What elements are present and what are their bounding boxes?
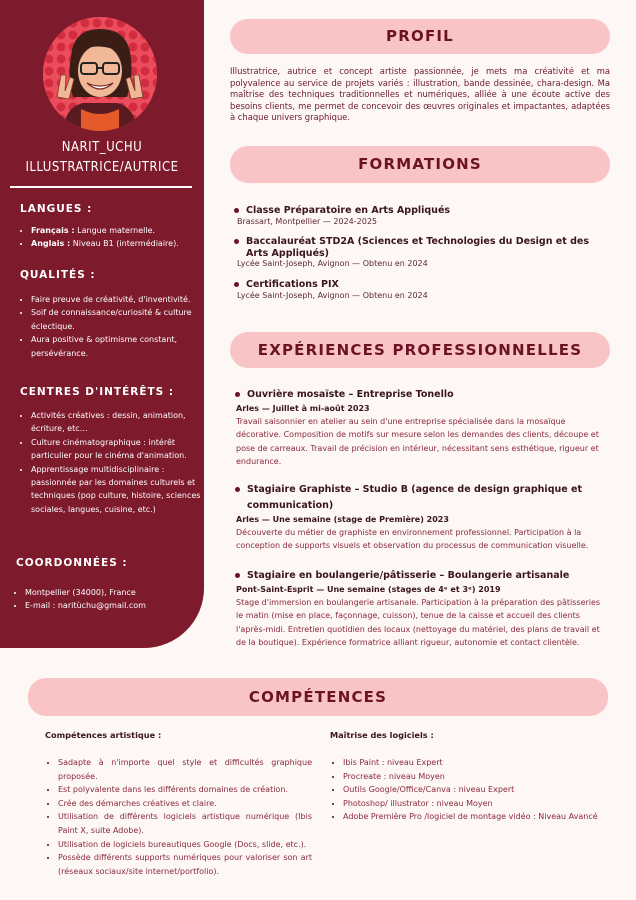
langue-item: • Anglais : Niveau B1 (intermédiaire). bbox=[31, 237, 201, 250]
qualite-item: • Soif de connaissance/curiosité & culture éclectique. bbox=[31, 306, 201, 333]
competences-artistique-list bbox=[46, 756, 312, 878]
interets-heading: CENTRES D'INTÉRÊTS : bbox=[20, 386, 175, 398]
logiciel-item: • Outils Google/Office/Canva : niveau Expert bbox=[343, 783, 623, 797]
profil-heading: PROFIL bbox=[230, 19, 610, 54]
competences-heading: COMPÉTENCES bbox=[28, 678, 608, 716]
logiciels-list bbox=[331, 756, 623, 824]
profil-text: Illustratrice, autrice et concept artiste passionnée, je mets ma créativité et ma polyvalence au service de projets variés : illustration, bande dessinée, chara-design. Ma maîtrise des techniques traditionnelles et numériques, alliée à une écoute active des besoins clients, me permet de concevoir des œuvres originales et impactantes, adaptées à chaque univers graphique. bbox=[230, 66, 610, 123]
logiciel-item: • Adobe Première Pro /logiciel de montage vidéo : Niveau Avancé bbox=[343, 810, 623, 824]
logiciel-item: • Photoshop/ illustrator : niveau Moyen bbox=[343, 797, 623, 811]
profile-role: ILLUSTRATRICE/AUTRICE bbox=[25, 160, 179, 175]
interet-item: • Apprentissage multidisciplinaire : passionnée par les domaines culturels et techniques (pop culture, histoire, sciences sociales, langues, cuisine, etc.) bbox=[31, 463, 201, 517]
email-item[interactable]: • E-mail : naritùchu@gmail.com bbox=[25, 599, 195, 612]
logiciels-heading: Maîtrise des logiciels : bbox=[330, 730, 434, 740]
competence-item: • Est polyvalente dans les différents domaines de création. bbox=[58, 783, 312, 797]
experience-item: Stagiaire en boulangerie/pâtisserie – Boulangerie artisanale Pont-Saint-Esprit — Une semaine (stages de 4ᵉ et 3ᵉ) 2019 Stage d'immersion en boulangerie artisanale. Participation à la préparation des pâtisseries le matin (mise en place, façonnage, cuisson), tenue de la caisse et accueil des clients l'après-midi. Entretien quotidien des locaux (nettoyage du matériel, des plans de travail et de la boutique). Expérience formatrice alliant rigueur, autonomie et contact clientèle. bbox=[234, 568, 608, 649]
profile-name: NARIT_UCHU bbox=[61, 140, 143, 155]
experience-item: Stagiaire Graphiste – Studio B (agence de design graphique et communication) Arles — Une semaine (stage de Première) 2023 Découverte du métier de graphiste en environnement professionnel. Participation à la conception de supports visuels et observation du processus de communication visuelle. bbox=[234, 482, 608, 553]
sidebar bbox=[0, 0, 204, 648]
qualite-item: • Aura positive & optimisme constant, persévérance. bbox=[31, 333, 201, 360]
competence-item: • Utilisation de logiciels bureautiques Google (Docs, slide, etc.). bbox=[58, 838, 312, 852]
logiciel-item: • Ibis Paint : niveau Expert bbox=[343, 756, 623, 770]
experiences-heading: EXPÉRIENCES PROFESSIONNELLES bbox=[230, 332, 610, 368]
competence-item: • Sadapte à n'importe quel style et difficultés graphique proposée. bbox=[58, 756, 312, 783]
portrait-illustration bbox=[43, 17, 157, 131]
langue-item: • Français : Langue maternelle. bbox=[31, 224, 201, 237]
avatar bbox=[43, 17, 157, 131]
qualites-list bbox=[16, 293, 201, 360]
formation-item: Classe Préparatoire en Arts Appliqués Brassart, Montpellier — 2024-2025 bbox=[232, 205, 608, 227]
sidebar-divider bbox=[10, 186, 192, 188]
langues-list bbox=[16, 224, 201, 251]
interet-item: • Culture cinématographique : intérêt particulier pour le cinéma d'animation. bbox=[31, 436, 201, 463]
langues-heading: LANGUES : bbox=[20, 203, 93, 215]
interet-item: • Activités créatives : dessin, animation, écriture, etc… bbox=[31, 409, 201, 436]
logiciel-item: • Procreate : niveau Moyen bbox=[343, 770, 623, 784]
competence-item: • Possède différents supports numériques pour valoriser son art (réseaux sociaux/site internet/portfolio). bbox=[58, 851, 312, 878]
competence-item: • Utilisation de différents logiciels artistique numérique (Ibis Paint X, suite Adobe). bbox=[58, 810, 312, 837]
competences-artistique-heading: Compétences artistique : bbox=[45, 730, 162, 740]
formation-item: Certifications PIX Lycée Saint-Joseph, Avignon — Obtenu en 2024 bbox=[232, 279, 608, 301]
formations-heading: FORMATIONS bbox=[230, 146, 610, 183]
coordonnees-heading: COORDONNÉES : bbox=[16, 557, 128, 569]
coordonnees-list bbox=[10, 586, 195, 613]
interets-list bbox=[16, 409, 201, 516]
experience-item: Ouvrière mosaïste – Entreprise Tonello Arles — Juillet à mi-août 2023 Travail saisonnier en atelier au sein d'une entreprise spécialisée dans la mosaïque décorative. Composition de motifs sur mesure selon les demandes des clients, découpe et pose de carreaux. Travail de précision en intérieur, nécessitant sens esthétique, rigueur et endurance. bbox=[234, 387, 608, 468]
competence-item: • Crée des démarches créatives et claire. bbox=[58, 797, 312, 811]
qualites-heading: QUALITÉS : bbox=[20, 269, 96, 281]
formation-item: Baccalauréat STD2A (Sciences et Technologies du Design et des Arts Appliqués) Lycée Saint-Joseph, Avignon — Obtenu en 2024 bbox=[232, 236, 608, 270]
address-item: • Montpellier (34000), France bbox=[25, 586, 195, 599]
qualite-item: • Faire preuve de créativité, d'inventivité. bbox=[31, 293, 201, 306]
